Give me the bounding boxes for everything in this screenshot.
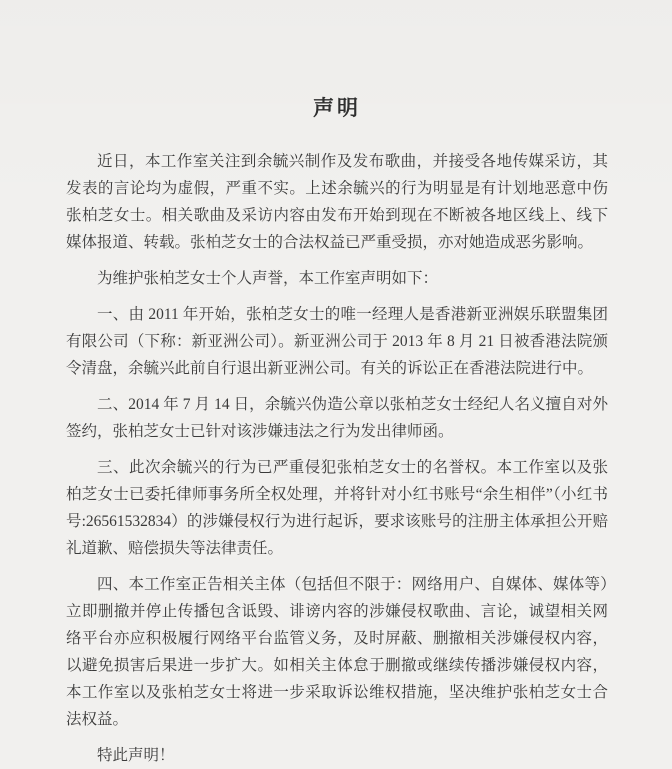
paragraph-point-2: 二、2014 年 7 月 14 日，余毓兴伪造公章以张柏芝女士经纪人名义擅自对外签约，张柏芝女士已针对该涉嫌违法之行为发出律师函。 [66, 396, 608, 440]
paragraph-point-4: 四、本工作室正告相关主体（包括但不限于：网络用户、自媒体、媒体等）立即删撤并停止传播包含诋毁、诽谤内容的涉嫌侵权歌曲、言论，诚望相关网络平台亦应积极履行网络平台监管义务，及时屏蔽、删撤相关涉嫌侵权内容，以避免损害后果进一步扩大。如相关主体怠于删撤或继续传播涉嫌侵权内容，本工作室以及张柏芝女士将进一步采取诉讼维权措施，坚决维护张柏芝女士合法权益。 [66, 576, 608, 728]
paragraph-purpose: 为维护张柏芝女士个人声誉，本工作室声明如下： [97, 270, 439, 287]
paragraph-intro: 近日，本工作室关注到余毓兴制作及发布歌曲，并接受各地传媒采访，其发表的言论均为虚假，严重不实。上述余毓兴的行为明显是有计划地恶意中伤张柏芝女士。相关歌曲及采访内容由发布开始到现在不断被各地区线上、线下媒体报道、转载。张柏芝女士的合法权益已严重受损，亦对她造成恶劣影响。 [66, 153, 608, 251]
paragraph-point-1: 一、由 2011 年开始，张柏芝女士的唯一经理人是香港新亚洲娱乐联盟集团有限公司（下称：新亚洲公司）。新亚洲公司于 2013 年 8 月 21 日被香港法院颁令清盘，余毓兴此前自行退出新亚洲公司。有关的诉讼正在香港法院进行中。 [66, 306, 608, 377]
paragraph-point-3: 三、此次余毓兴的行为已严重侵犯张柏芝女士的名誉权。本工作室以及张柏芝女士已委托律师事务所全权处理，并将针对小红书账号“余生相伴”（小红书号:26561532834）的涉嫌侵权行为进行起诉，要求该账号的注册主体承担公开赔礼道歉、赔偿损失等法律责任。 [66, 459, 608, 557]
statement-title: 声明 [313, 96, 361, 120]
closing-statement: 特此声明！ [97, 747, 175, 764]
